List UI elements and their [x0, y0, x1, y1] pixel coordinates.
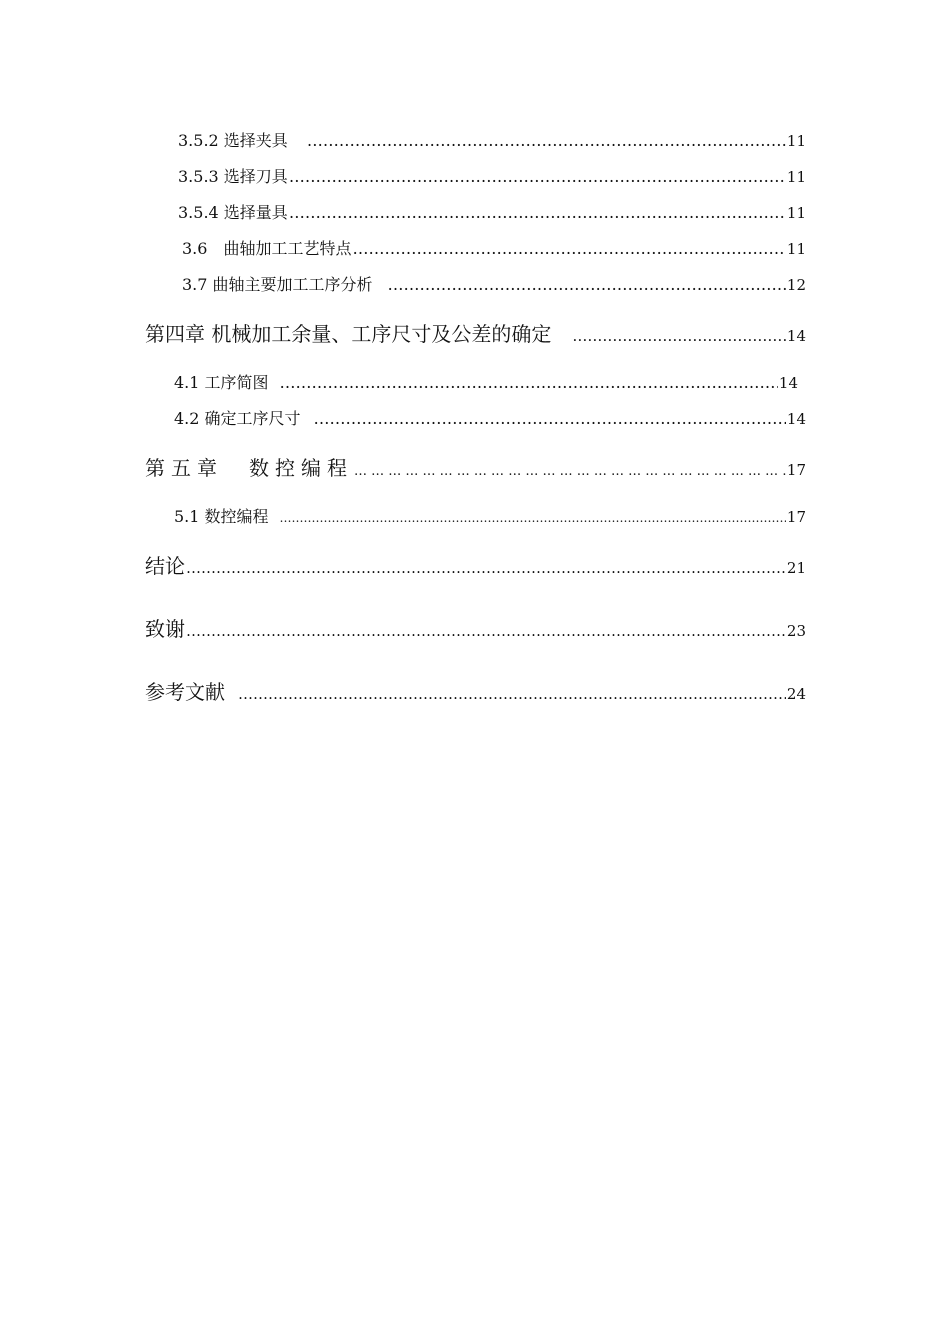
toc-entry-3-5-3: [178, 164, 806, 187]
toc-dot-leader: [289, 167, 786, 186]
toc-entry-page: 12: [786, 276, 806, 294]
toc-dot-leader: [388, 275, 786, 294]
toc-entry-title: 4.2 确定工序尺寸: [174, 409, 301, 428]
toc-entry-page: 17: [786, 508, 806, 526]
toc-entry-title: 第四章 机械加工余量、工序尺寸及公差的确定: [145, 322, 552, 346]
toc-dot-leader: [354, 464, 786, 479]
toc-entry-page: 14: [778, 374, 798, 392]
toc-entry-4-2: [174, 406, 806, 429]
toc-dot-leader: [186, 559, 786, 577]
toc-entry-page: 24: [786, 685, 806, 703]
toc-dot-leader: [307, 131, 786, 150]
toc-dot-leader: [289, 203, 786, 222]
toc-dot-leader: [280, 373, 778, 392]
toc-entry-title: 致谢: [145, 617, 185, 641]
toc-entry-page: 21: [786, 559, 806, 577]
toc-entry-page: 11: [786, 240, 806, 258]
toc-entry-3-7: [182, 272, 806, 295]
toc-entry-page: 14: [786, 410, 806, 428]
toc-entry-title: 3.5.3 选择刀具: [178, 167, 288, 186]
toc-entry-chapter-4: [145, 318, 806, 347]
toc-entry-title: 第五章 数控编程: [145, 456, 353, 480]
toc-entry-3-5-2: [178, 128, 806, 151]
toc-entry-title: 3.6 曲轴加工工艺特点: [182, 239, 352, 258]
toc-entry-5-1: [174, 504, 806, 527]
toc-entry-page: 11: [786, 132, 806, 150]
toc-entry-acknowledgements: [145, 613, 806, 642]
toc-dot-leader: [314, 409, 786, 428]
toc-entry-page: 11: [786, 168, 806, 186]
toc-dot-leader: [186, 622, 786, 640]
toc-entry-3-5-4: [178, 200, 806, 223]
toc-entry-chapter-5: [145, 452, 806, 481]
toc-dot-leader: [572, 327, 786, 345]
toc-entry-title: 5.1 数控编程: [174, 507, 269, 526]
toc-dot-leader: [280, 511, 786, 525]
toc-entry-page: 14: [786, 327, 806, 345]
toc-entry-3-6: [182, 236, 806, 259]
toc-entry-page: 23: [786, 622, 806, 640]
toc-entry-conclusion: [145, 550, 806, 579]
toc-entry-title: 3.5.4 选择量具: [178, 203, 288, 222]
toc-entry-page: 17: [786, 461, 806, 479]
toc-entry-page: 11: [786, 204, 806, 222]
toc-dot-leader: [238, 685, 786, 703]
toc-entry-title: 参考文献: [145, 680, 225, 704]
toc-entry-4-1: [174, 370, 798, 393]
toc-entry-references: [145, 676, 806, 705]
toc-entry-title: 3.5.2 选择夹具: [178, 131, 288, 150]
toc-dot-leader: [352, 239, 785, 258]
toc-entry-title: 3.7 曲轴主要加工工序分析: [182, 275, 373, 294]
toc-entry-title: 4.1 工序简图: [174, 373, 269, 392]
toc-entry-title: 结论: [145, 554, 185, 578]
